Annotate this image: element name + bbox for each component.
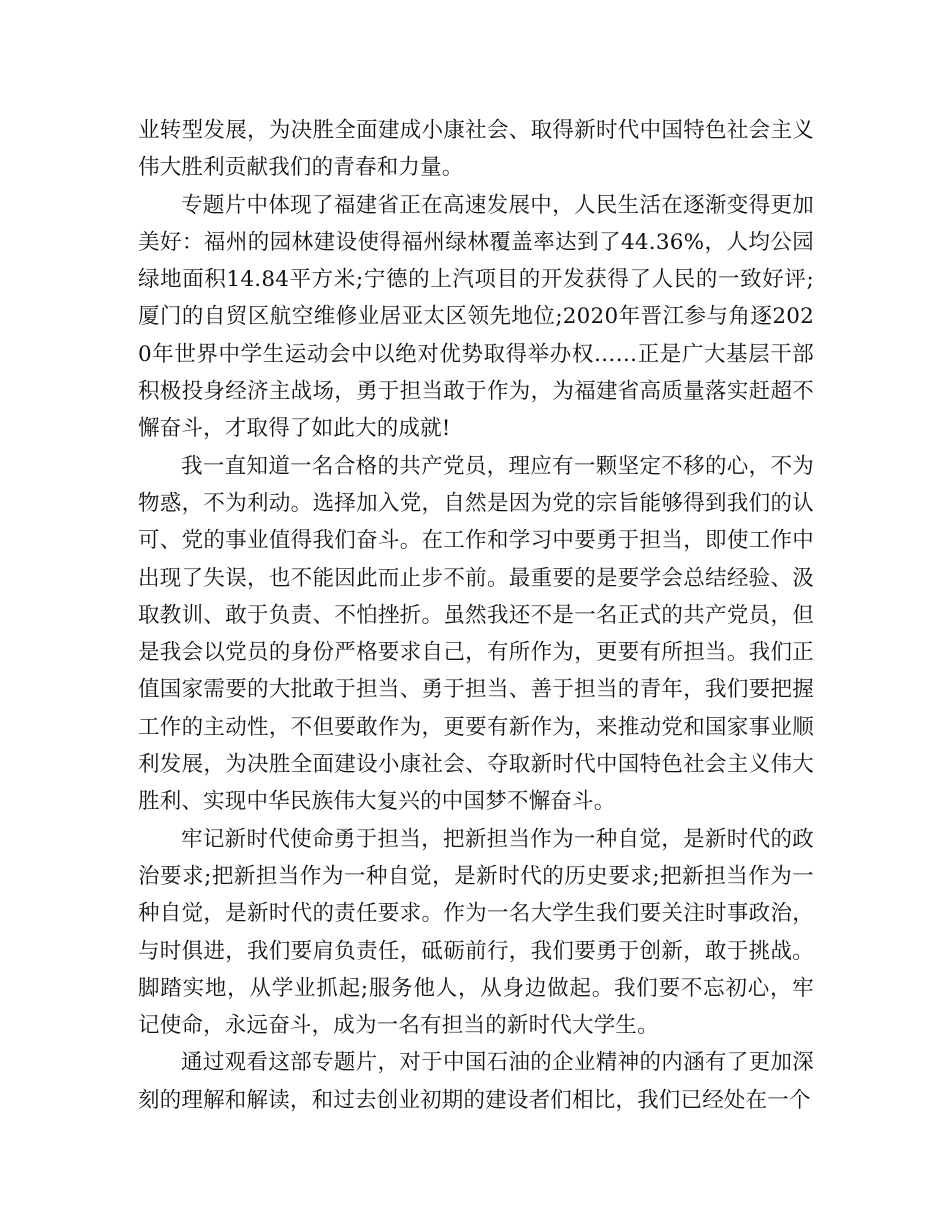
- paragraph-1: 业转型发展，为决胜全面建成小康社会、取得新时代中国特色社会主义伟大胜利贡献我们的青春和力量。: [138, 118, 814, 181]
- paragraph-5: 通过观看这部专题片，对于中国石油的企业精神的内涵有了更加深刻的理解和解读，和过去创业初期的建设者们相比，我们已经处在一个: [138, 1050, 814, 1113]
- paragraph-3: 我一直知道一名合格的共产党员，理应有一颗坚定不移的心，不为物惑，不为利动。选择加入党，自然是因为党的宗旨能够得到我们的认可、党的事业值得我们奋斗。在工作和学习中要勇于担当，即使工作中出现了失误，也不能因此而止步不前。最重要的是要学会总结经验、汲取教训、敢于负责、不怕挫折。虽然我还不是一名正式的共产党员，但是我会以党员的身份严格要求自己，有所作为，更要有所担当。我们正值国家需要的大批敢于担当、勇于担当、善于担当的青年，我们要把握工作的主动性，不但要敢作为，更要有新作为，来推动党和国家事业顺利发展，为决胜全面建设小康社会、夺取新时代中国特色社会主义伟大胜利、实现中华民族伟大复兴的中国梦不懈奋斗。: [138, 453, 814, 815]
- paragraph-2: 专题片中体现了福建省正在高速发展中，人民生活在逐渐变得更加美好：福州的园林建设使得福州绿林覆盖率达到了44.36%，人均公园绿地面积14.84平方米;宁德的上汽项目的开发获得了人民的一致好评;厦门的自贸区航空维修业居亚太区领先地位;2020年晋江参与角逐2020年世界中学生运动会中以绝对优势取得举办权……正是广大基层干部积极投身经济主战场，勇于担当敢于作为，为福建省高质量落实赶超不懈奋斗，才取得了如此大的成就!: [138, 192, 814, 442]
- paragraph-4: 牢记新时代使命勇于担当，把新担当作为一种自觉，是新时代的政治要求;把新担当作为一种自觉，是新时代的历史要求;把新担当作为一种自觉，是新时代的责任要求。作为一名大学生我们要关注时事政治，与时俱进，我们要肩负责任，砥砺前行，我们要勇于创新，敢于挑战。脚踏实地，从学业抓起;服务他人，从身边做起。我们要不忘初心，牢记使命，永远奋斗，成为一名有担当的新时代大学生。: [138, 826, 814, 1039]
- document-body: [138, 112, 814, 1119]
